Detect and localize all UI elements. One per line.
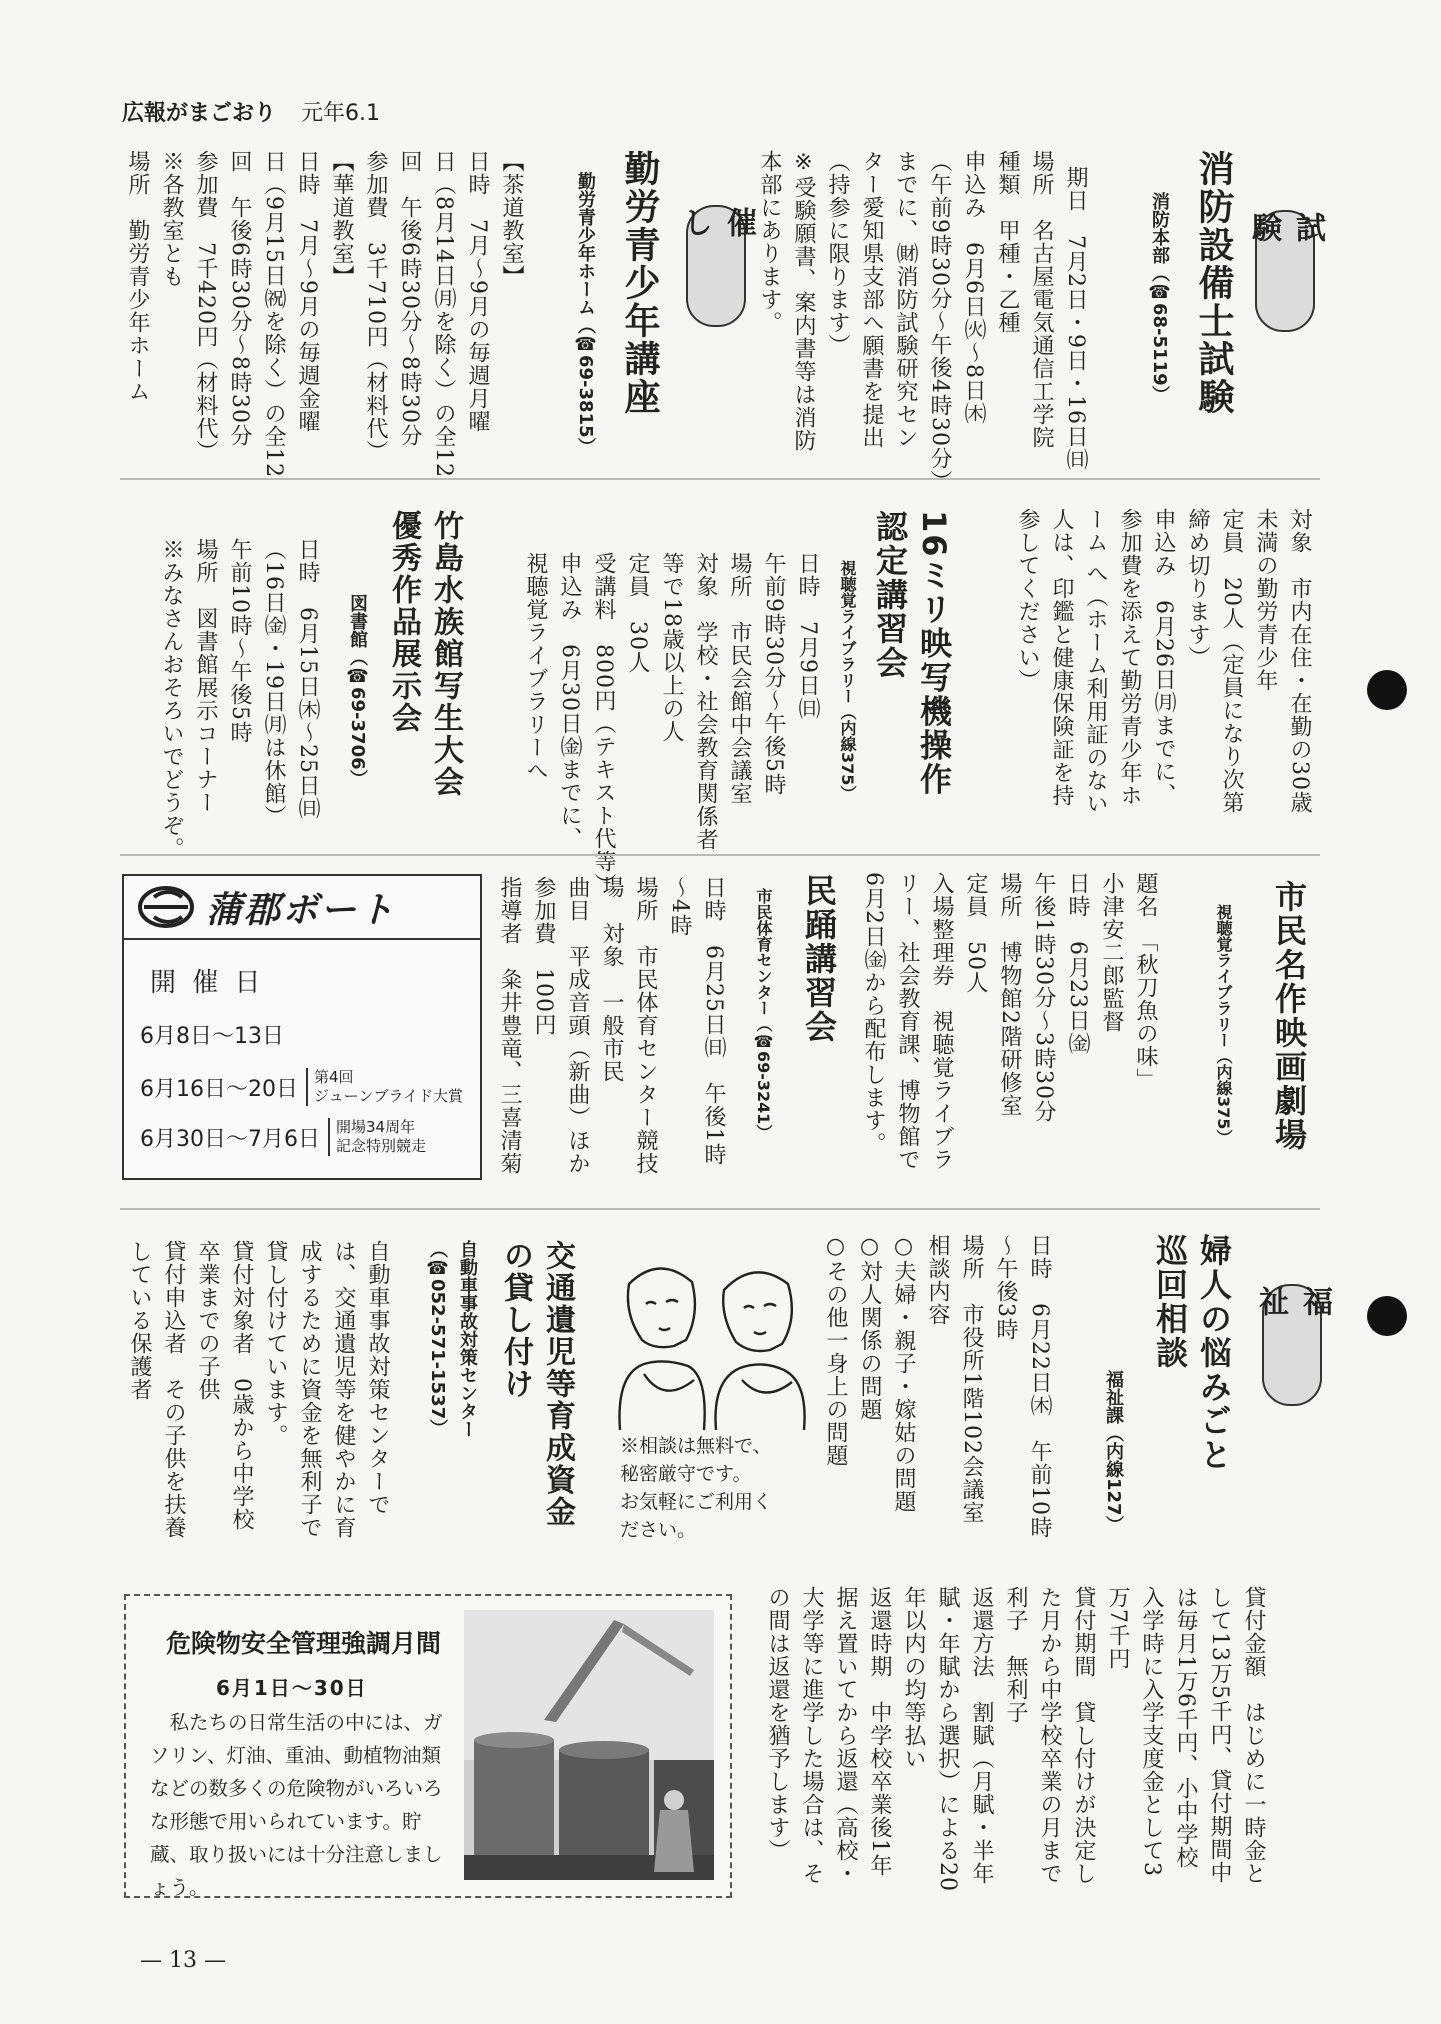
boat-race-box (122, 874, 482, 1180)
boat-logo-icon (138, 885, 194, 929)
badge-shiken: 試 験 (1255, 210, 1315, 332)
fukushi-title: 婦人の悩みごと 巡回相談 (1151, 1234, 1233, 1472)
suizokukan-title: 竹島水族館写生大会 優秀作品展示会 (386, 510, 463, 798)
kinro-continued: 対象 市内在住・在勤の30歳 未満の勤労青少年 定員 20人（定員になり次第 締め切ります） 申込み 6月26日㈪までに、 参加費を添えて勤労青少年ホ ーム へ（ホーム利用証のない 人は、印鑑と健康保険証を持 参してください） (1015, 508, 1312, 815)
moyooshi-title: 勤労青少年講座 (619, 150, 660, 416)
minyo-org: 市民体育センター（☎69-3241） (754, 888, 773, 1141)
tank-photo (464, 1610, 714, 1880)
boat-row: 6月8日〜13日 (140, 1024, 284, 1049)
shiken-body: 期日 7月2日・9日・16日㈰ 場所 名古屋電気通信工学院 種類 甲種・乙種 申込み 6月6日㈫〜8日㈭ （午前9時30分〜午後4時30分） までに、㈶消防試験研究セン ター愛知県支部へ願書を提出 （持参に限ります） ※受験願書、案内書等は消防 本部にあります。 (757, 150, 1088, 493)
eishaki-body: 日時 7月9日㈰ 午前9時30分〜午後5時 場所 市民会館中会議室 対象 学校・社会教育関係者 等で18歳以上の人 定員 30人 受講料 800円（テキスト代等） 申込み 6月30日㈮までに、 視聴覚ライブラリーへ (523, 552, 820, 896)
kotsu-title: 交通遺児等育成資金 の貸し付け (498, 1240, 575, 1528)
moyooshi-org: 勤労青少年ホーム（☎69-3815） (575, 172, 596, 456)
kotsu-continued: 貸付金額 はじめに一時金と して13万5千円、貸付期間中 は毎月1万6千円、小中学校 入学時に入学支度金として3 万7千円 貸付期間 貸し付けが決定し た月から中学校卒業の月まで 利子 無利子 返還方法 割賦（月賦・半年 賦・年賦から選択）による20 年以内の均等払い 返還時期 中学校卒業後1年 据え置いてから返還（高校・ 大学等に進学した場合は、そ の間は返還を猶予します） (765, 1586, 1266, 1892)
eishaki-title: 16ミリ映写機操作 認定講習会 (871, 510, 953, 797)
fukushi-org: 福祉課（内線127） (1103, 1370, 1124, 1534)
boat-row-note: 開場34周年 記念特別競走 (328, 1118, 426, 1156)
minyo-title: 民踊講習会 (800, 874, 838, 1044)
boat-logo-text: 蒲郡ボート (206, 889, 397, 931)
eiga-title: 市民名作映画劇場 (1270, 880, 1308, 1152)
kotsu-org: 自動車事故対策センター （☎052-571-1537） (427, 1240, 478, 1438)
publication-date: 元年6.1 (301, 101, 381, 126)
suizokukan-body: 日時 6月15日㈭〜25日㈰ （16日㈮・19日㈪は休館） 午前10時〜午後5時 場所 図書館展示コーナー ※みなさんおそろいでどうぞ。 (159, 538, 320, 860)
divider (120, 478, 1320, 480)
kikenbutsu-box (124, 1594, 732, 1898)
shiken-org: 消防本部（☎68-5119） (1149, 192, 1170, 404)
kikenbutsu-body: 私たちの日常生活の中には、ガソリン、灯油、重油、動植物油類などの数多くの危険物がいろいろな形態で用いられています。貯蔵、取り扱いには十分注意しましょう。 (150, 1711, 443, 1899)
bullet-dot (1367, 670, 1407, 710)
suizokukan-org: 図書館（☎69-3706） (347, 594, 368, 788)
divider (120, 854, 1320, 856)
boat-logo-bar (124, 876, 480, 940)
kotsu-body: 自動車事故対策センターで は、交通遺児等を健やかに育 成するために資金を無利子で 貸し付けています。 貸付対象者 0歳から中学校 卒業までの子供 貸付申込者 その子供を扶養 している保護者 (127, 1240, 390, 1539)
kikenbutsu-dates: 6月1日〜30日 (216, 1676, 368, 1700)
bullet-dot (1367, 1296, 1407, 1336)
boat-row: 6月30日〜7月6日 開場34周年 記念特別競走 (140, 1118, 427, 1155)
page-number: — 13 — (140, 1948, 226, 1973)
two-women-illustration (604, 1254, 814, 1430)
fukushi-note: ※相談は無料で、 秘密厳守です。 お気軽にご利用く ださい。 (620, 1435, 773, 1541)
divider (120, 1208, 1320, 1210)
moyooshi-body: 【茶道教室】 日時 7月〜9月の毎週月曜 日（8月14日㈪を除く）の全12 回 午後6時30分〜8時30分 参加費 3千710円（材料代） 【華道教室】 日時 7月〜9月の毎週金曜 日（9月15日㈷を除く）の全12 回 午後6時30分〜8時30分 参加費 7千420円（材料代） ※各教室とも 場所 勤労青少年ホーム (125, 150, 524, 478)
kikenbutsu-title: 危険物安全管理強調月間 (166, 1629, 442, 1658)
fukushi-body: 日時 6月22日㈭ 午前10時 〜午後3時 場所 市役所1階102会議室 相談内容 ○夫婦・親子・嫁姑の問題 ○対人関係の問題 ○その他一身上の問題 (823, 1234, 1052, 1539)
badge-fukushi: 福 祉 (1262, 1284, 1322, 1406)
shiken-title: 消防設備士試験 (1193, 150, 1234, 416)
boat-row: 6月16日〜20日 第4回 ジューンブライド大賞 (140, 1068, 463, 1105)
publication-title: 広報がまごおり (122, 101, 277, 126)
boat-heading: 開 催 日 (150, 968, 265, 998)
eishaki-org: 視聴覚ライブラリー（内線375） (838, 560, 857, 802)
header (122, 96, 380, 127)
eiga-body: 題名 「秋刀魚の味」 小津安二郎監督 日時 6月23日㈮ 午後1時30分〜3時30分 場所 博物館2階研修室 定員 50人 入場整理券 視聴覚ライブラ リー、社会教育課、博物館で 6月2日㈮から配布します。 (861, 872, 1158, 1171)
badge-moyooshi: 催 し (686, 205, 746, 327)
minyo-body: 日時 6月25日㈰ 午後1時 〜4時 場所 市民体育センター競技 場 対象 一般市民 曲目 平成音頭（新曲）ほか 参加費 100円 指導者 粂井豊竜、三喜清菊 (497, 876, 726, 1175)
eiga-org: 視聴覚ライブラリー（内線375） (1214, 904, 1233, 1146)
boat-row-note: 第4回 ジューンブライド大賞 (306, 1068, 463, 1106)
